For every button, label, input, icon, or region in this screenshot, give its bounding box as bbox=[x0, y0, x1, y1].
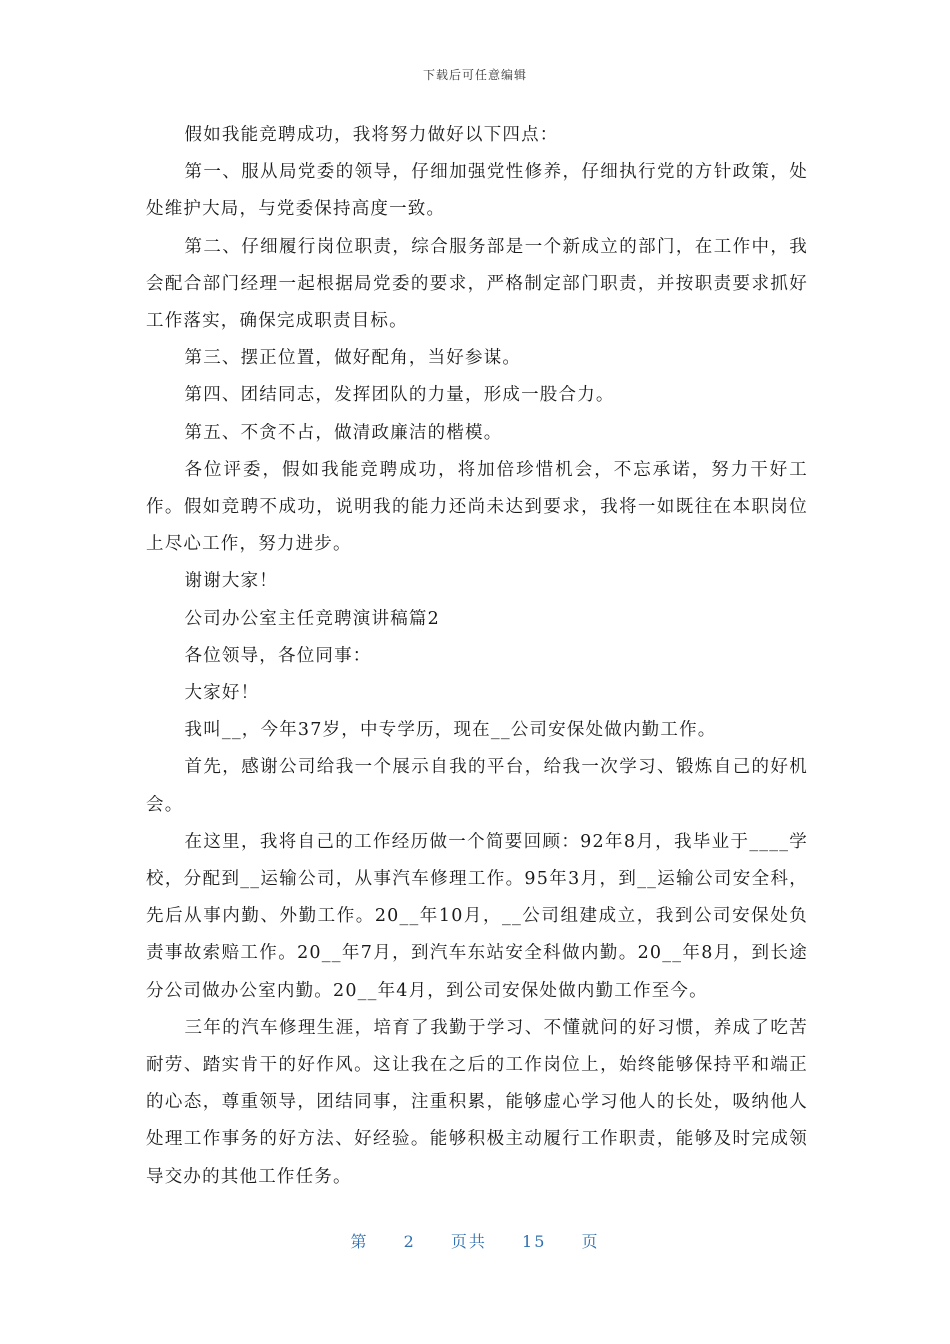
paragraph: 首先，感谢公司给我一个展示自我的平台，给我一次学习、锻炼自己的好机会。 bbox=[146, 757, 808, 815]
document-body bbox=[146, 117, 808, 1196]
paragraph: 我叫__，今年37岁，中专学历，现在__公司安保处做内勤工作。 bbox=[184, 720, 717, 741]
footer-prefix: 第 bbox=[350, 1232, 369, 1251]
header-note: 下载后可任意编辑 bbox=[422, 68, 527, 82]
paragraph: 假如我能竞聘成功，我将努力做好以下四点： bbox=[184, 125, 559, 145]
paragraph: 第五、不贪不占，做清政廉洁的楷模。 bbox=[184, 422, 503, 443]
footer-suffix: 页 bbox=[581, 1232, 600, 1251]
paragraph: 谢谢大家！ bbox=[184, 571, 278, 592]
paragraph: 各位领导，各位同事： bbox=[184, 645, 372, 666]
section-title: 公司办公室主任竞聘演讲稿篇2 bbox=[184, 608, 440, 629]
footer-middle: 页共 bbox=[450, 1232, 487, 1251]
paragraph: 第一、服从局党委的领导，仔细加强党性修养，仔细执行党的方针政策，处处维护大局，与党委保持高度一致。 bbox=[146, 162, 808, 220]
paragraph: 第二、仔细履行岗位职责，综合服务部是一个新成立的部门，在工作中，我会配合部门经理一起根据局党委的要求，严格制定部门职责，并按职责要求抓好工作落实，确保完成职责目标。 bbox=[146, 236, 808, 332]
total-pages-number: 15 bbox=[522, 1232, 547, 1251]
paragraph: 大家好！ bbox=[184, 683, 260, 704]
page-footer bbox=[0, 1229, 950, 1252]
current-page-number: 2 bbox=[403, 1232, 416, 1251]
paragraph: 各位评委，假如我能竞聘成功，将加倍珍惜机会，不忘承诺，努力干好工作。假如竞聘不成功，说明我的能力还尚未达到要求，我将一如既往在本职岗位上尽心工作，努力进步。 bbox=[146, 459, 808, 555]
paragraph: 在这里，我将自己的工作经历做一个简要回顾：92年8月，我毕业于____学校，分配到__运输公司，从事汽车修理工作。95年3月，到__运输公司安全科，先后从事内勤、外勤工作。20__年10月，__公司组建成立，我到公司安保处负责事故索赔工作。20__年7月，到汽车东站安全科做内勤。20__年8月，到长途分公司做办公室内勤。20__年4月，到公司安保处做内勤工作至今。 bbox=[146, 831, 808, 1001]
paragraph: 三年的汽车修理生涯，培育了我勤于学习、不懂就问的好习惯，养成了吃苦耐劳、踏实肯干的好作风。这让我在之后的工作岗位上，始终能够保持平和端正的心态，尊重领导，团结同事，注重积累，能够虚心学习他人的长处，吸纳他人处理工作事务的好方法、好经验。能够积极主动履行工作职责，能够及时完成领导交办的其他工作任务。 bbox=[146, 1017, 808, 1187]
paragraph: 第三、摆正位置，做好配角，当好参谋。 bbox=[184, 348, 522, 369]
paragraph: 第四、团结同志，发挥团队的力量，形成一股合力。 bbox=[184, 385, 615, 406]
